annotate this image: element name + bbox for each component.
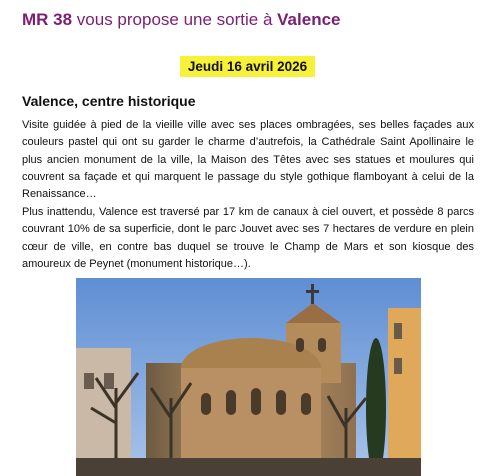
paragraph-parks: Plus inattendu, Valence est traversé par 17 km de canaux à ciel ouvert, et possède 8 parcs couvrant 10% de sa superficie, dont le parc Jouvet avec ses 7 hectares de verdure en plein cœur de ville, en contre bas duquel se trouve le Champ de Mars et son kiosque des amoureux de Peynet (monument historique…). (22, 206, 474, 270)
org-name: MR 38 (22, 10, 73, 29)
cathedral-photo (76, 278, 421, 476)
paragraph-description: Visite guidée à pied de la vieille ville avec ses places ombragées, ses belles façades aux couleurs pastel qui ont su garder le charme d’autrefois, la Cathédrale Saint Apollinaire le plus ancien monument de la ville, la Maison des Têtes avec ses statues et moulures qui couvrent sa façade et qui marquent le passage du style gothique flamboyant à celui de la Renaissance… (22, 119, 474, 201)
event-date: Jeudi 16 avril 2026 (180, 56, 315, 77)
section-title: Valence, centre historique (22, 93, 196, 109)
date-banner (0, 56, 495, 77)
header-text: vous propose une sortie à (72, 10, 278, 29)
page-header (22, 10, 340, 30)
city-name: Valence (277, 10, 341, 29)
